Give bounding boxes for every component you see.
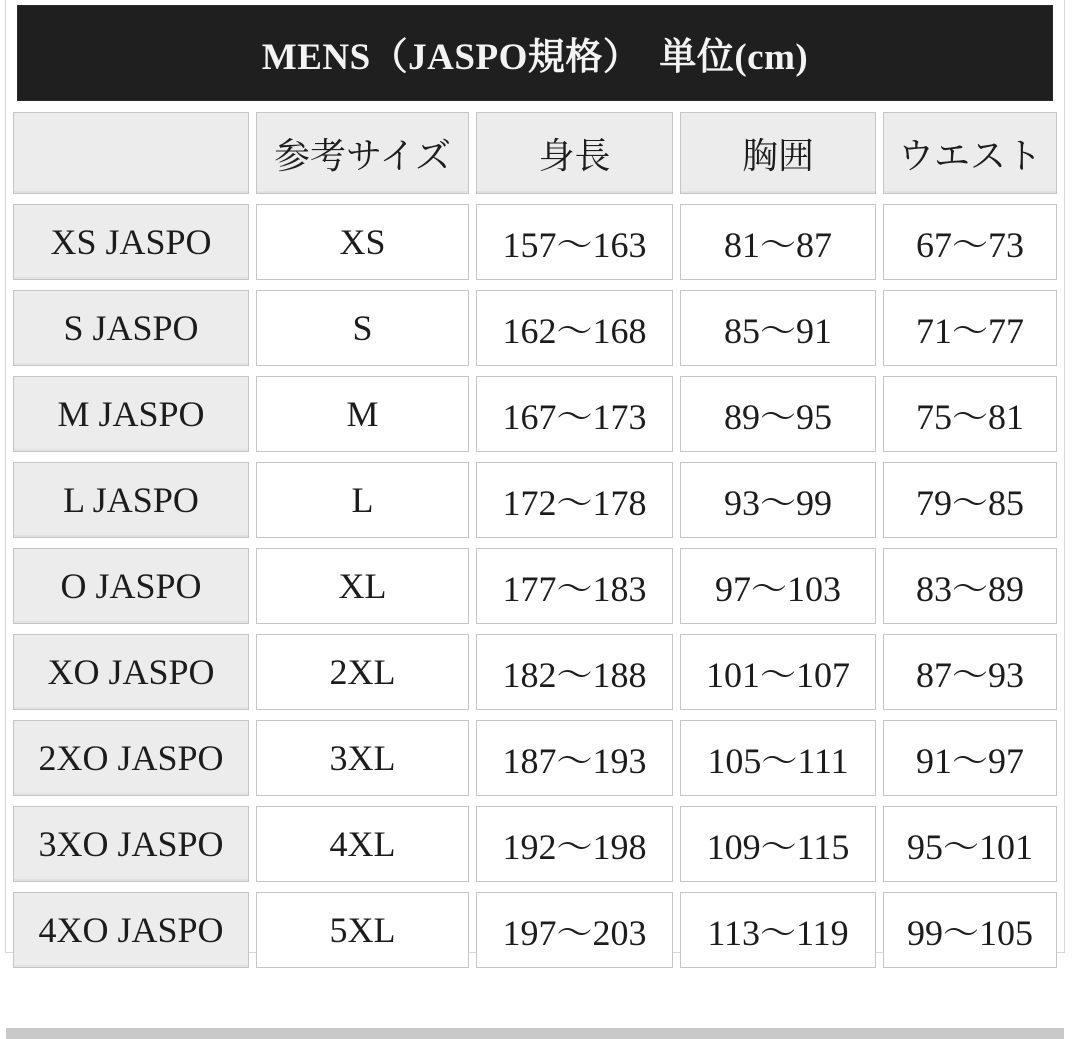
waist-cell: 71〜77 bbox=[883, 290, 1057, 366]
height-cell: 177〜183 bbox=[476, 548, 673, 624]
table-row bbox=[13, 720, 1057, 796]
row-label-cell: XS JASPO bbox=[13, 204, 249, 280]
waist-cell: 75〜81 bbox=[883, 376, 1057, 452]
size-cell: M bbox=[256, 376, 469, 452]
table-row bbox=[13, 462, 1057, 538]
size-table bbox=[6, 102, 1064, 978]
size-cell: XS bbox=[256, 204, 469, 280]
size-cell: 3XL bbox=[256, 720, 469, 796]
chest-cell: 89〜95 bbox=[680, 376, 876, 452]
size-cell: S bbox=[256, 290, 469, 366]
chest-cell: 93〜99 bbox=[680, 462, 876, 538]
row-label-cell: S JASPO bbox=[13, 290, 249, 366]
table-row bbox=[13, 376, 1057, 452]
chest-cell: 109〜115 bbox=[680, 806, 876, 882]
col-header-chest: 胸囲 bbox=[680, 112, 876, 194]
chest-cell: 97〜103 bbox=[680, 548, 876, 624]
height-cell: 187〜193 bbox=[476, 720, 673, 796]
row-label-cell: M JASPO bbox=[13, 376, 249, 452]
table-row bbox=[13, 204, 1057, 280]
chest-cell: 105〜111 bbox=[680, 720, 876, 796]
chest-cell: 81〜87 bbox=[680, 204, 876, 280]
waist-cell: 91〜97 bbox=[883, 720, 1057, 796]
waist-cell: 83〜89 bbox=[883, 548, 1057, 624]
waist-cell: 95〜101 bbox=[883, 806, 1057, 882]
col-header-ref-size: 参考サイズ bbox=[256, 112, 469, 194]
row-label-cell: L JASPO bbox=[13, 462, 249, 538]
height-cell: 192〜198 bbox=[476, 806, 673, 882]
height-cell: 162〜168 bbox=[476, 290, 673, 366]
col-header-height: 身長 bbox=[476, 112, 673, 194]
table-row bbox=[13, 892, 1057, 968]
row-label-cell: O JASPO bbox=[13, 548, 249, 624]
height-cell: 157〜163 bbox=[476, 204, 673, 280]
row-label-cell: 4XO JASPO bbox=[13, 892, 249, 968]
height-cell: 182〜188 bbox=[476, 634, 673, 710]
col-header-empty bbox=[13, 112, 249, 194]
row-label-cell: 3XO JASPO bbox=[13, 806, 249, 882]
col-header-waist: ウエスト bbox=[883, 112, 1057, 194]
chest-cell: 113〜119 bbox=[680, 892, 876, 968]
height-cell: 197〜203 bbox=[476, 892, 673, 968]
size-cell: 2XL bbox=[256, 634, 469, 710]
size-chart-title: MENS（JASPO規格） 単位(cm) bbox=[261, 37, 809, 78]
chest-cell: 101〜107 bbox=[680, 634, 876, 710]
size-chart-title-bar bbox=[17, 5, 1053, 101]
size-cell: XL bbox=[256, 548, 469, 624]
table-row bbox=[13, 548, 1057, 624]
waist-cell: 79〜85 bbox=[883, 462, 1057, 538]
size-cell: L bbox=[256, 462, 469, 538]
height-cell: 167〜173 bbox=[476, 376, 673, 452]
size-cell: 5XL bbox=[256, 892, 469, 968]
table-row bbox=[13, 290, 1057, 366]
table-header-row bbox=[13, 112, 1057, 194]
height-cell: 172〜178 bbox=[476, 462, 673, 538]
row-label-cell: XO JASPO bbox=[13, 634, 249, 710]
waist-cell: 87〜93 bbox=[883, 634, 1057, 710]
table-row bbox=[13, 634, 1057, 710]
bottom-divider-strip bbox=[6, 1028, 1064, 1039]
size-cell: 4XL bbox=[256, 806, 469, 882]
table-row bbox=[13, 806, 1057, 882]
waist-cell: 67〜73 bbox=[883, 204, 1057, 280]
size-chart-sheet bbox=[5, 0, 1065, 953]
waist-cell: 99〜105 bbox=[883, 892, 1057, 968]
chest-cell: 85〜91 bbox=[680, 290, 876, 366]
row-label-cell: 2XO JASPO bbox=[13, 720, 249, 796]
